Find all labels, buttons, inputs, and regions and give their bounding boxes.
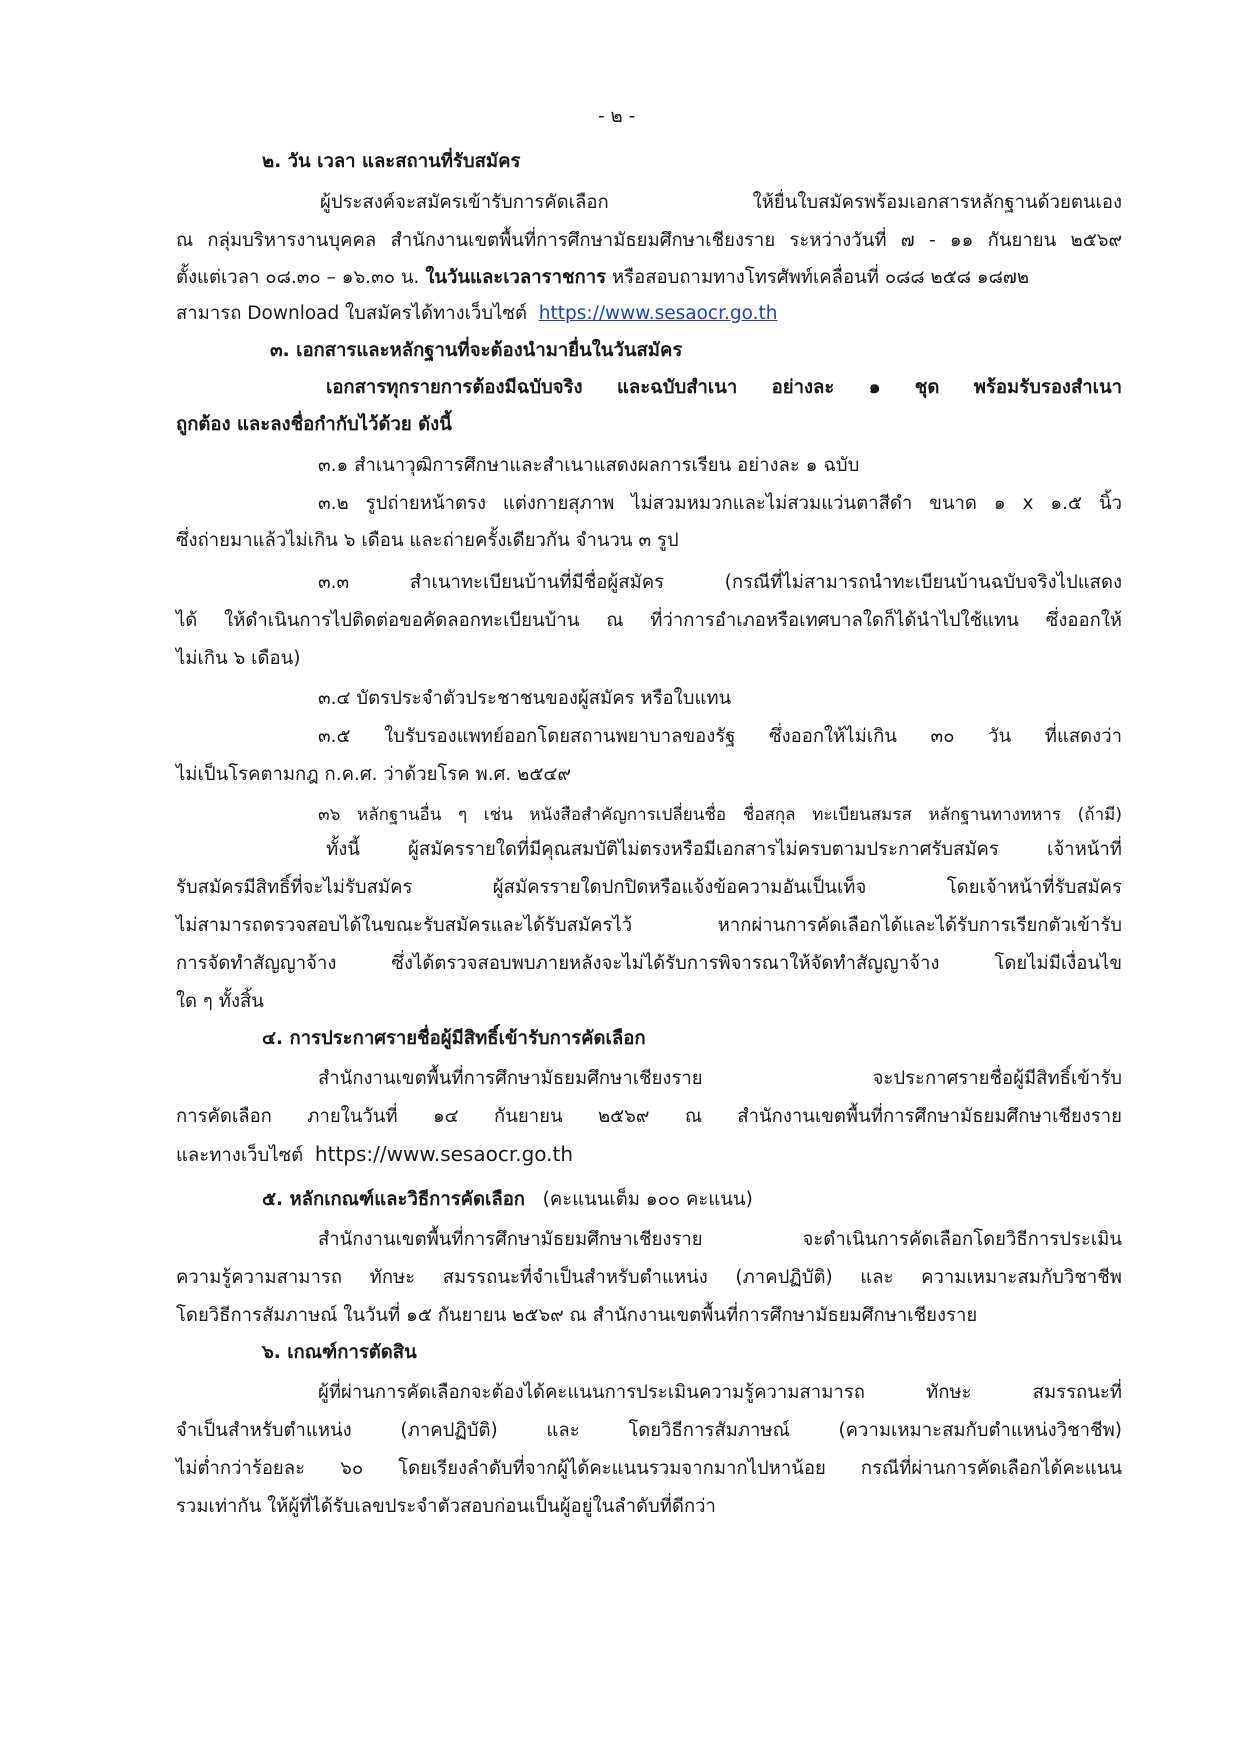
s3-note-line: ไม่สามารถตรวจสอบได้ในขณะรับสมัครและได้รับสมัครไว้ หากผ่านการคัดเลือกได้และได้รับการเรียกตัวเข้ารับ — [176, 915, 1122, 936]
s3-item-3-cont: ได้ ให้ดำเนินการไปติดต่อขอคัดลอกทะเบียนบ้าน ณ ที่ว่าการอำเภอหรือเทศบาลใดก็ได้นำไปใช้แทน ซึ่งออกให้ — [176, 610, 1122, 631]
s3-item-4: ๓.๔ บัตรประจำตัวประชาชนของผู้สมัคร หรือใบแทน — [318, 688, 732, 709]
s3-note-line: รับสมัครมีสิทธิ์ที่จะไม่รับสมัคร ผู้สมัครรายใดปกปิดหรือแจ้งข้อความอันเป็นเท็จ โดยเจ้าหน้าที่รับสมัคร — [176, 877, 1122, 898]
s3-item-6: ๓๖ หลักฐานอื่น ๆ เช่น หนังสือสำคัญการเปลี่ยนชื่อ ชื่อสกุล ทะเบียนสมรส หลักฐานทางทหาร (ถ้ามี) — [318, 805, 1122, 825]
s3-item-5: ๓.๕ ใบรับรองแพทย์ออกโดยสถานพยาบาลของรัฐ ซึ่งออกให้ไม่เกิน ๓๐ วัน ที่แสดงว่า — [318, 726, 1122, 747]
s4-website-url[interactable]: https://www.sesaocr.go.th — [314, 1142, 574, 1166]
s2-official-hours: ในวันและเวลาราชการ — [425, 267, 607, 288]
s3-item-1: ๓.๑ สำเนาวุฒิการศึกษาและสำเนาแสดงผลการเรียน อย่างละ ๑ ฉบับ — [318, 455, 860, 476]
s3-item-5-cont: ไม่เป็นโรคตามกฎ ก.ค.ศ. ว่าด้วยโรค พ.ศ. ๒๕๔๙ — [176, 764, 571, 785]
s4-line: การคัดเลือก ภายในวันที่ ๑๔ กันยายน ๒๕๖๙ ณ สำนักงานเขตพื้นที่การศึกษามัธยมศึกษาเชียงราย — [176, 1106, 1122, 1127]
s4-website-label: และทางเว็บไซต์ — [176, 1145, 304, 1166]
s3-bold-line: เอกสารทุกรายการต้องมีฉบับจริง และฉบับสำเนา อย่างละ ๑ ชุด พร้อมรับรองสำเนา — [326, 377, 1122, 398]
s2-time-text: ตั้งแต่เวลา ๐๘.๓๐ – ๑๖.๓๐ น. — [176, 267, 420, 288]
section-5-heading-line — [262, 1185, 753, 1215]
s3-note-line: ใด ๆ ทั้งสิ้น — [176, 991, 264, 1012]
page-number: - ๒ - — [598, 106, 636, 127]
s6-line: รวมเท่ากัน ให้ผู้ที่ได้รับเลขประจำตัวสอบก่อนเป็นผู้อยู่ในลำดับที่ดีกว่า — [176, 1496, 716, 1517]
s5-line: ความรู้ความสามารถ ทักษะ สมรรถนะที่จำเป็นสำหรับตำแหน่ง (ภาคปฏิบัติ) และ ความเหมาะสมกับวิชาชีพ — [176, 1267, 1122, 1288]
s3-item-3: ๓.๓ สำเนาทะเบียนบ้านที่มีชื่อผู้สมัคร (กรณีที่ไม่สามารถนำทะเบียนบ้านฉบับจริงไปแสดง — [318, 572, 1122, 593]
s2-para-line: ผู้ประสงค์จะสมัครเข้ารับการคัดเลือก ให้ยื่นใบสมัครพร้อมเอกสารหลักฐานด้วยตนเอง — [320, 192, 1122, 213]
s4-line: สำนักงานเขตพื้นที่การศึกษามัธยมศึกษาเชียงราย จะประกาศรายชื่อผู้มีสิทธิ์เข้ารับ — [318, 1068, 1122, 1089]
section-5-score-note: (คะแนนเต็ม ๑๐๐ คะแนน) — [542, 1189, 753, 1210]
s3-bold-line: ถูกต้อง และลงชื่อกำกับไว้ด้วย ดังนี้ — [176, 414, 452, 435]
s6-line: จำเป็นสำหรับตำแหน่ง (ภาคปฏิบัติ) และ โดยวิธีการสัมภาษณ์ (ความเหมาะสมกับตำแหน่งวิชาชีพ) — [176, 1420, 1122, 1441]
section-3-heading: ๓. เอกสารและหลักฐานที่จะต้องนำมายื่นในวันสมัคร — [270, 340, 683, 361]
s2-phone-text: หรือสอบถามทางโทรศัพท์เคลื่อนที่ ๐๘๘ ๒๕๘ ๑๘๗๒ — [611, 267, 1030, 288]
section-2-heading: ๒. วัน เวลา และสถานที่รับสมัคร — [262, 151, 521, 172]
s6-line: ไม่ต่ำกว่าร้อยละ ๖๐ โดยเรียงลำดับที่จากผู้ได้คะแนนรวมจากมากไปหาน้อย กรณีที่ผ่านการคัดเลือกได้คะแนน — [176, 1458, 1122, 1479]
s3-item-2: ๓.๒ รูปถ่ายหน้าตรง แต่งกายสุภาพ ไม่สวมหมวกและไม่สวมแว่นตาสีดำ ขนาด ๑ x ๑.๕ นิ้ว — [318, 493, 1122, 514]
s2-para-line — [176, 263, 1122, 293]
s6-line: ผู้ที่ผ่านการคัดเลือกจะต้องได้คะแนนการประเมินความรู้ความสามารถ ทักษะ สมรรถนะที่ — [318, 1382, 1122, 1403]
section-5-heading: ๕. หลักเกณฑ์และวิธีการคัดเลือก — [262, 1189, 526, 1210]
s3-item-2-cont: ซึ่งถ่ายมาแล้วไม่เกิน ๖ เดือน และถ่ายครั้งเดียวกัน จำนวน ๓ รูป — [176, 530, 679, 551]
section-4-heading: ๔. การประกาศรายชื่อผู้มีสิทธิ์เข้ารับการคัดเลือก — [262, 1028, 646, 1049]
website-link[interactable]: https://www.sesaocr.go.th — [538, 303, 778, 324]
s3-note-line: การจัดทำสัญญาจ้าง ซึ่งได้ตรวจสอบพบภายหลังจะไม่ได้รับการพิจารณาให้จัดทำสัญญาจ้าง โดยไม่มีเงื่อนไข — [176, 953, 1122, 974]
s4-line — [176, 1139, 573, 1171]
section-6-heading: ๖. เกณฑ์การตัดสิน — [262, 1342, 417, 1363]
s3-note-line: ทั้งนี้ ผู้สมัครรายใดที่มีคุณสมบัติไม่ตรงหรือมีเอกสารไม่ครบตามประกาศรับสมัคร เจ้าหน้าที่ — [326, 839, 1122, 860]
s5-line: โดยวิธีการสัมภาษณ์ ในวันที่ ๑๕ กันยายน ๒๕๖๙ ณ สำนักงานเขตพื้นที่การศึกษามัธยมศึกษาเชียงราย — [176, 1305, 978, 1326]
s5-line: สำนักงานเขตพื้นที่การศึกษามัธยมศึกษาเชียงราย จะดำเนินการคัดเลือกโดยวิธีการประเมิน — [318, 1229, 1122, 1250]
s3-item-3-cont: ไม่เกิน ๖ เดือน) — [176, 648, 301, 669]
s2-download-text: สามารถ Download ใบสมัครได้ทางเว็บไซต์ — [176, 303, 527, 324]
s2-para-line — [176, 299, 778, 329]
s2-para-line: ณ กลุ่มบริหารงานบุคคล สำนักงานเขตพื้นที่การศึกษามัธยมศึกษาเชียงราย ระหว่างวันที่ ๗ - ๑๑ กันยายน ๒๕๖๙ — [176, 230, 1122, 251]
